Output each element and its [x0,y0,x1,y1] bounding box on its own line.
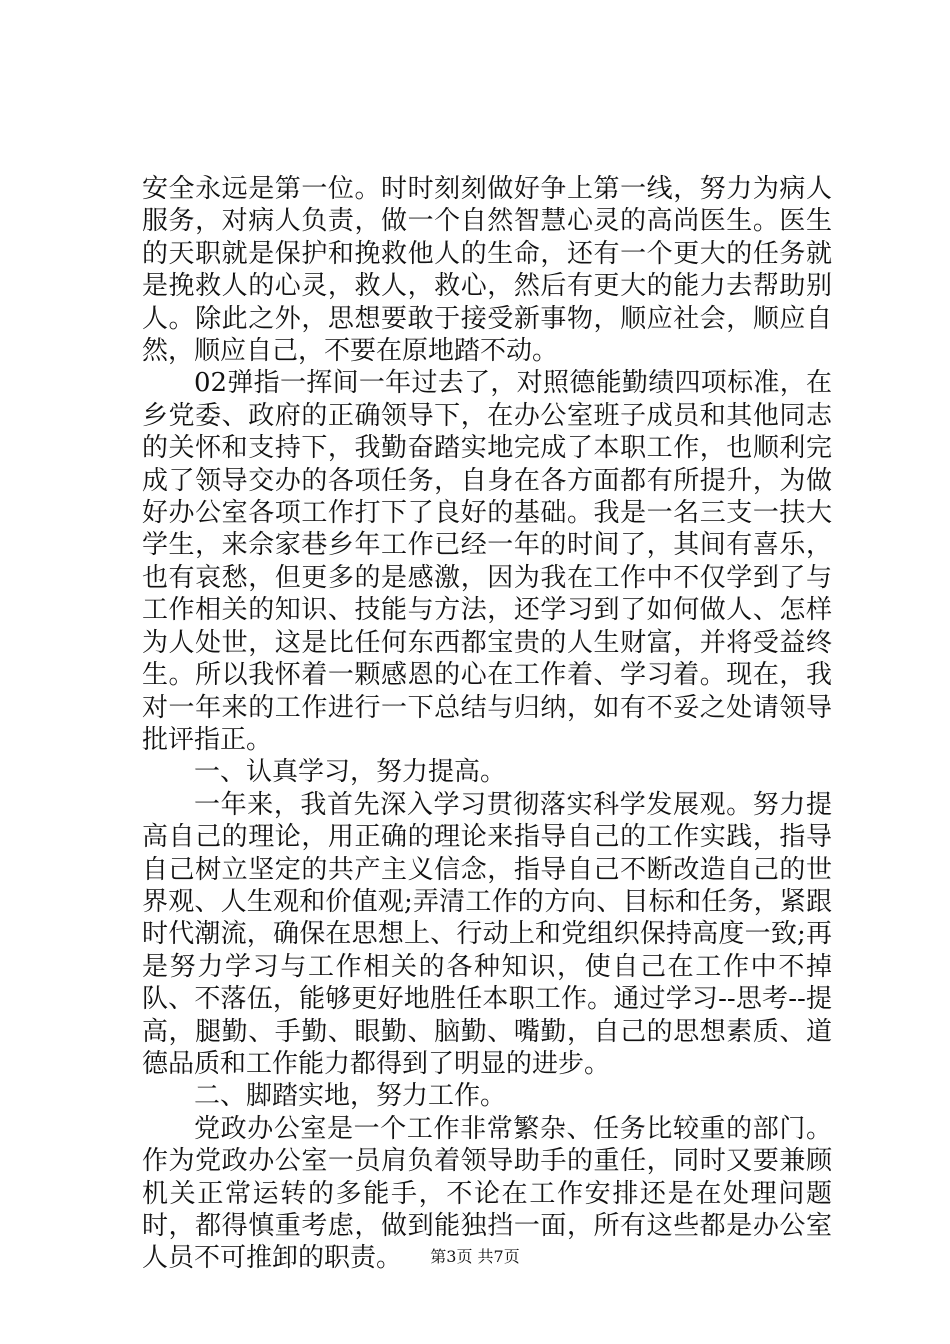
page-footer: 第3页 共7页 [430,1247,520,1266]
section-heading: 一、认真学习，努力提高。 [194,757,507,788]
paragraph: 一年来，我首先深入学习贯彻落实科学发展观。努力提高自己的理论，用正确的理论来指导自己的工作实践，指导自己树立坚定的共产主义信念，指导自己不断改造自己的世界观、人生观和价值观;弄清工作的方向、目标和任务，紧跟时代潮流，确保在思想上、行动上和党组织保持高度一致;再是努力学习与工作相关的各种知识，使自己在工作中不掉队、不落伍，能够更好地胜任本职工作。通过学习--思考--提高，腿勤、手勤、眼勤、脑勤、嘴勤，自己的思想素质、道德品质和工作能力都得到了明显的进步。 [142,789,832,1079]
document-body [142,173,832,1275]
paragraph: 党政办公室是一个工作非常繁杂、任务比较重的部门。作为党政办公室一员肩负着领导助手的重任，同时又要兼顾机关正常运转的多能手，不论在工作安排还是在处理问题时，都得慎重考虑，做到能独挡一面，所有这些都是办公室人员不可推卸的职责。 [142,1113,832,1274]
section-heading: 二、脚踏实地，努力工作。 [194,1081,507,1112]
paragraph: 02弹指一挥间一年过去了，对照德能勤绩四项标准，在乡党委、政府的正确领导下，在办公室班子成员和其他同志的关怀和支持下，我勤奋踏实地完成了本职工作，也顺利完成了领导交办的各项任务，自身在各方面都有所提升，为做好办公室各项工作打下了良好的基础。我是一名三支一扶大学生，来佘家巷乡年工作已经一年的时间了，其间有喜乐，也有哀愁，但更多的是感激，因为我在工作中不仅学到了与工作相关的知识、技能与方法，还学习到了如何做人、怎样为人处世，这是比任何东西都宝贵的人生财富，并将受益终生。所以我怀着一颗感恩的心在工作着、学习着。现在，我对一年来的工作进行一下总结与归纳，如有不妥之处请领导批评指正。 [142,368,832,755]
paragraph: 安全永远是第一位。时时刻刻做好争上第一线，努力为病人服务，对病人负责，做一个自然智慧心灵的高尚医生。医生的天职就是保护和挽救他人的生命，还有一个更大的任务就是挽救人的心灵，救人，救心，然后有更大的能力去帮助别人。除此之外，思想要敢于接受新事物，顺应社会，顺应自然，顺应自己，不要在原地踏不动。 [142,174,832,367]
